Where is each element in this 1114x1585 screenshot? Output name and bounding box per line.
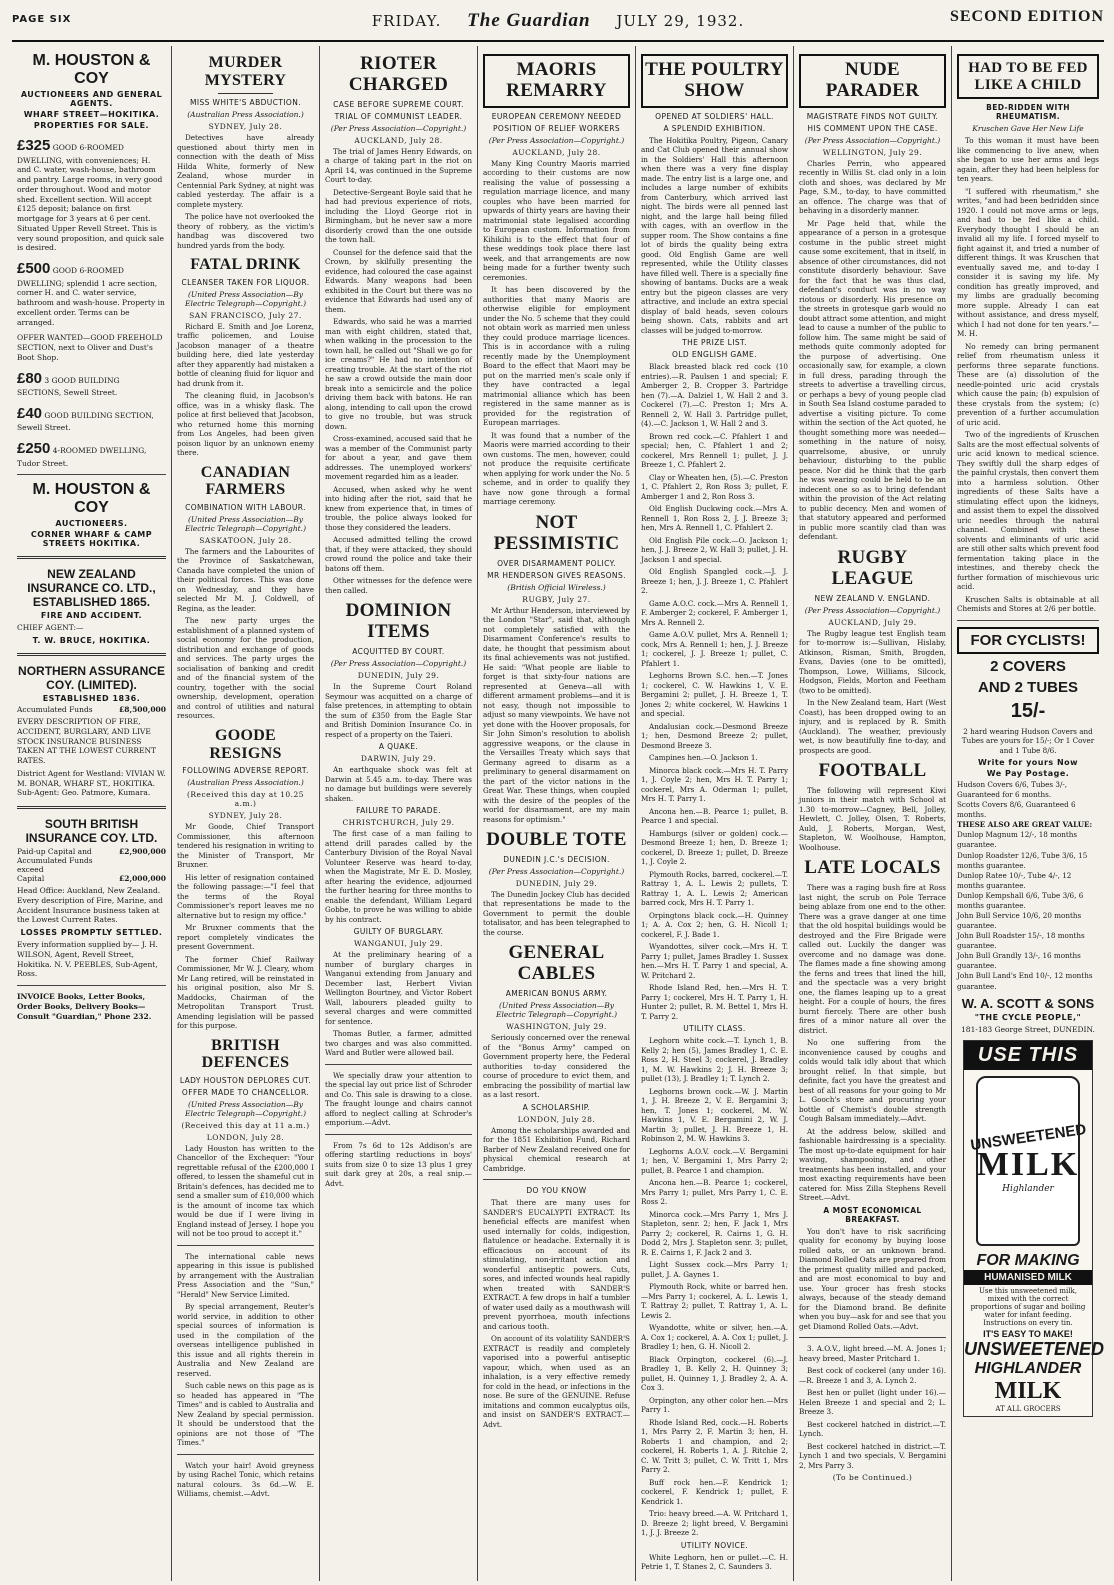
- article-paragraph: Mr Page held that, while the appearance of a person in a grotesque costume in the public street might cause some excitement, that in itself, in absence of other circumstances, did not constitute disorderly behaviour. Save for the fact that he was thus clad, defendant's conduct was in no way riotous or disorderly. His presence on the streets in grotesque garb would no doubt attract some attention, and might lead to cause a number of the public to follow him. The same might be said of methods quite commonly adopted for the purpose of advertising. One occasionally saw, for example, a clown in full dress, parading through the streets to advertise a travelling circus, or perhaps a bevy of young people clad in South Sea Island costume paraded to advertise a visiting picture. To come within the section of the Act quoted, he thought something more was needed—something in the nature of noisy, quarrelsome, abusive, or unruly behaviour, disturbing to the public peace. Nor did he think that the garb he was wearing could be held to be an indecent one so as to bring defendant within the provision of the Act relating to public decency. Men and women of that statutory appeared and performed in public more scantily clad than was defendant.: [799, 218, 946, 542]
- dateline: AUCKLAND, July 28.: [512, 147, 601, 157]
- article-paragraph: Mr Goode, Chief Transport Commissioner, this afternoon tendered his resignation in writing to the Minister of Transport, Mr Bruxner.: [177, 822, 314, 870]
- subheading: GUILTY OF BURGLARY.: [353, 927, 444, 937]
- headline: GENERAL CABLES: [508, 942, 605, 985]
- prize-entry: Leghorns Brown S.C. hen.—T. Jones 1; cockerel, C. W. Hawkins 1, V. E. Bergamini 2; pullet, J. H. Breeze 1, T. Jones 2; white cockerel, W. Hawkins 1 and special.: [641, 671, 788, 719]
- dateline: DUNEDIN, July 29.: [515, 878, 598, 888]
- headline: FATAL DRINK: [190, 256, 301, 274]
- advert-paragraph: No remedy can bring permanent relief from rheumatism unless it performs three separate functions. These are (a) dissolution of the needle-pointed uric acid crystals which cause the pain; (b) expulsion of these crystals from the system; (c) prevention of a further accumulation of uric acid.: [957, 341, 1099, 427]
- prize-entry: Best cockerel hatched in district.—T. Lynch 1 and two specials, V. Bergamini 2, Mrs Parry 3.: [799, 1441, 946, 1470]
- divider: [325, 1064, 472, 1065]
- cycle-ad-line: AND 2 TUBES: [977, 678, 1078, 696]
- advert-paragraph: "I suffered with rheumatism," she writes, "and had been bedridden since 1920. I could not move arms or legs, and had to be fed like a child. Everybody thought I should be an invalid all my life. I forced myself to fight against it, and tried a number of different things. It was Kruschen that eventually saved me, and to-day I consider it is saving my life. My condition has greatly improved, and my limbs are gradually becoming more supple. Already I can eat without assistance, and dress myself, which I had not done for ten years."—M. H.: [957, 186, 1099, 338]
- prize-entry: Black Orpington, cockerel (6).—J. Bradley 1, B. Kelly 2, H. Quinney 3; pullet, H. Quinney 1, J. Bradley 2, A. A. Cox 3.: [641, 1354, 788, 1393]
- ad-line: AUCTIONEERS.: [55, 519, 128, 529]
- article-paragraph: The police have not overlooked the theory of robbery, as the victim's handbag was discovered two hundred yards from the body.: [177, 212, 314, 250]
- subheading: OPENED AT SOLDIERS' HALL.: [655, 111, 774, 121]
- divider: [177, 1454, 314, 1455]
- prize-entry: Clay or Wheaten hen, (5).—C. Preston 1, C. Pfahlert 2, Ron Ross 3; pullet, F. Amberger 1 and 2, Ron Ross 3.: [641, 472, 788, 501]
- advert-paragraph: That there are many uses for SANDER'S EUCALYPTI EXTRACT. Its beneficial effects are manifest when used internally for colds, indigestion, flatulence or headache. Externally it is efficacious on account of its stimulating, non-irritant action and wonderful antiseptic powers. Cuts, sores, and infected wounds heal rapidly when treated with SANDER'S EXTRACT. A few drops in half a tumbler of water used daily as a mouthwash will prevent pyorrhoea, mouth infections and carious tooth.: [483, 1198, 630, 1331]
- article-paragraph: Counsel for the defence said that the Crown, by skilfully presenting the evidence, had coloured the case against Edwards. Many weapons had been exhibited in the Court but there was no evidence that Edwards had used any of them.: [325, 247, 472, 314]
- column-5: [636, 46, 794, 1581]
- funds-label: Paid-up Capital and Accumulated Funds exceed: [17, 847, 93, 874]
- ad-line: LOSSES PROMPTLY SETTLED.: [20, 928, 163, 937]
- subheading: UTILITY CLASS.: [683, 1024, 746, 1034]
- prize-entry: 3. A.O.V., light breed.—M. A. Jones 1; heavy breed, Master Pritchard 1.: [799, 1344, 946, 1363]
- milk-can-label: UNSWEETENED: [969, 1120, 1087, 1154]
- credit-line: (United Press Association—By Electric Telegraph—Copyright.): [184, 1099, 306, 1118]
- prize-entry: Best cockerel hatched in district.—T. Lynch.: [799, 1419, 946, 1439]
- article-paragraph: Mr Arthur Henderson, interviewed by the London "Star", said that, although not completely satisfied with the Disarmament Conference's results to date, he thought that pessimism about its final achievements was not justified. He said: "What people are liable to forget is that sixty-four nations are represented at Geneva—all with different armament problems—and it is not easy, though not impossible to adjust so many viewpoints. We have not yet done with the Hoover proposals, for Sir John Simon's resolution to abolish aggressive weapons, or the clause in the Versailles Treaty which says that Germany agreed to disarm as a preliminary to general disarmament on the part of the victor nations in the Great War. These things, when coupled with the desire of the peoples of the world for disarmament, are my main reasons for optimism.": [483, 605, 630, 824]
- price-list-item: Dunlop Kempshall 6/6, Tube 3/6, 6 months guarantee.: [957, 890, 1084, 910]
- column-4: [478, 46, 636, 1581]
- property-price: £40: [17, 404, 43, 422]
- article-paragraph: The new party urges the establishment of a planned system of social economy for the production, distribution and exchange of goods and services. The party urges the socialisation of banking and credit and of the financial system of the country, together with the social ownership, development, operation and control of utilities and natural resources.: [177, 616, 314, 721]
- prize-entry: Ancona hen.—B. Pearce 1; cockerel, Mrs Parry 1; pullet, Mrs Parry 1, C. E. Ross 2.: [641, 1178, 788, 1207]
- dateline: LONDON, July 28.: [517, 1114, 596, 1124]
- subheading: OLD ENGLISH GAME.: [672, 350, 757, 360]
- article-paragraph: No one suffering from the inconvenience caused by coughs and colds would talk idly about that which brought relief. In that simple, but definite, fact you have the greatest and best of all reasons for your going to Mr L. Gooch's store and procuring your bottle of Chemist's double strength Cough Balsam immediately.—Advt.: [799, 1038, 946, 1124]
- ad-line: AUCTIONEERS AND GENERAL AGENTS.: [20, 90, 163, 108]
- property-price: £500: [17, 260, 51, 277]
- prize-entry: Black breasted black red cock (10 entries).—R. Paulsen 1 and special; F. Amberger 2, B. Cropper 3. Partridge hen (7).—A. Dalziel 1, W. Hall 2 and 3. Cockerel (7).—C. Preston 1; Mrs A. Rennell 2, W. Hall 3. Partridge pullet, (4).—C. Jackson 1, W. Hall 2 and 3.: [641, 362, 788, 429]
- prize-entry: Orpington, any other color hen.—Mrs Parry 1.: [641, 1395, 788, 1415]
- insurance-name: SOUTH BRITISH INSURANCE COY. LTD.: [25, 817, 158, 845]
- subheading: AMERICAN BONUS ARMY.: [505, 989, 608, 999]
- cycle-ad-line: We Pay Postage.: [986, 769, 1070, 778]
- subheading: A SPLENDID EXHIBITION.: [663, 123, 766, 133]
- prize-entry: Andalusian cock.—Desmond Breeze 1; hen, Desmond Breeze 2; pullet, Desmond Breeze 3.: [641, 721, 788, 750]
- funds-label: Capital: [17, 874, 45, 883]
- price-list-item: John Bull Land's End 10/-, 12 months guarantee.: [957, 971, 1093, 991]
- ad-firm-name: M. HOUSTON & COY: [32, 481, 151, 517]
- milk-ad-line: HIGHLANDER: [974, 1360, 1082, 1378]
- dateline: SASKATOON, July 28.: [199, 535, 292, 545]
- article-paragraph: Detectives have already questioned about thirty men in connection with the death of Miss Hilda White, formerly of New Zealand, whose murder in Centennial Park Sydney, at night was cabled yesterday. The affair is a complete mystery.: [177, 133, 314, 209]
- continued-note: (To be Continued.): [832, 1473, 913, 1483]
- milk-ad-text: Use this unsweetened milk, mixed with the correct proportions of sugar and boiling water for infant feeding. Instructions on every tin.: [970, 1287, 1086, 1328]
- credit-line: (Per Press Association—Copyright.): [804, 605, 941, 615]
- headline: RIOTER CHARGED: [348, 53, 449, 95]
- property-price: £325: [17, 137, 51, 154]
- headline: FOOTBALL: [818, 760, 927, 782]
- ad-text: Every information supplied by— J. H. WILSON, Agent, Revell Street, Hokitika. N. V. PEEBLES, Sub-Agent, Ross.: [17, 940, 158, 979]
- divider: [17, 474, 166, 475]
- prize-entry: Campines hen.—O. Jackson 1.: [649, 753, 758, 763]
- subheading: UTILITY NOVICE.: [680, 1540, 749, 1550]
- article-paragraph: Edwards, who said he was a married man with eight children, stated that, when walking in the procession to the town hall, he called out "Shall we go for ice creams?" He had no intention of creating trouble. At the start of the riot he saw a crowd outside the main door break into a semicircle and the police driving them back with batons. He ran along, intending to call upon the crowd to give no trouble, but was struck down.: [325, 317, 472, 431]
- article-paragraph: At the preliminary hearing of a number of burglary charges in Wanganui extending from January and December last, Herbert Vivian Wellington Bourtney, and Victor Robert Wall, labourers pleaded guilty to several charges and were committed for sentence.: [325, 950, 472, 1026]
- prize-entry: Leghorn white cock.—T. Lynch 1, B. Kelly 2; hen (5), James Bradley 1, C. E. Ross 2, H. Steel 3; cockerel, J. Bradley 1, M. W. Hawkins 2; J. H. Breeze 3; pullet (13), J. Bradley 1; T. Lynch 2.: [641, 1036, 788, 1084]
- credit-line: (United Press Association—By Electric Telegraph—Copyright.): [495, 1001, 617, 1020]
- dateline: WANGANUI, July 29.: [353, 939, 444, 949]
- ad-line: ESTABLISHED 1836.: [42, 694, 141, 703]
- funds-value: £8,500,000: [119, 705, 166, 714]
- article-paragraph: Charles Perrin, who appeared recently in Willis St. clad only in a loin cloth and shoes, was declared by Mr Page, S.M., to-day, to have committed an offence. The charge was that of behaving in a disorderly manner.: [799, 158, 946, 216]
- property-text: GOOD BUILDING SECTION, Sewell Street.: [17, 410, 154, 433]
- notice-paragraph: The international cable news appearing in this issue is published by arrangement with the Australian Press Association and the "Sun," "Herald" New Service Limited.: [177, 1251, 314, 1299]
- subheading: DUNEDIN J.C.'s DECISION.: [503, 854, 610, 864]
- article-paragraph: The former Chief Railway Commissioner, Mr W. J. Cleary, whom Mr Lang retired, will be reinstated in his original position, also Mr S. Maddocks, Chairman of the Metropolitan Transport Trust. Amending legislation will be passed for this purpose.: [177, 954, 314, 1031]
- price-list-item: John Bull Grandly 13/-, 16 months guarantee.: [957, 951, 1081, 971]
- credit-line: (Australian Press Association.): [187, 778, 304, 788]
- credit-line: (United Press Association—By Electric Telegraph—Copyright.): [184, 514, 306, 533]
- ad-line: PROPERTIES FOR SALE.: [33, 121, 150, 130]
- divider: [17, 806, 166, 809]
- divider: [17, 985, 166, 986]
- divider: [177, 1245, 314, 1246]
- prize-entry: Plymouth Rock, white or barred hen.—Mrs Parry 1; cockerel, A. L. Lewis 1, T. Rattray 2; pullet, T. Rattray 1, A. L. Lewis 2.: [641, 1282, 788, 1320]
- subheading: OVER DISARMAMENT POLICY.: [497, 558, 616, 568]
- subheading: FOLLOWING ADVERSE REPORT.: [182, 766, 309, 776]
- property-text: GOOD 6-ROOMED DWELLING; splendid 1 acre section, corner H. and C. water service, bathroom and wash-house. Property in excellent order. Terms can be arranged.: [17, 266, 165, 327]
- funds-row: [17, 874, 166, 883]
- subheading: COMBINATION WITH LABOUR.: [185, 502, 306, 512]
- milk-can-label: MILK: [976, 1145, 1080, 1183]
- dateline: AUCKLAND, July 28.: [354, 135, 443, 145]
- property-text: 4-ROOMED DWELLING, Tudor Street.: [17, 446, 147, 468]
- property-price: £250: [17, 440, 51, 457]
- columns: [12, 46, 1104, 1581]
- article-paragraph: The cleaning fluid, in Jacobson's office, was in a whisky flask. The police at first believed that Jacobson, who returned home this morning from Los Angeles, had been given poison liquor by an unknown enemy there.: [177, 391, 314, 458]
- cycle-ad-price: 15/-: [1010, 699, 1046, 722]
- headline: RUGBY LEAGUE: [831, 546, 914, 589]
- milk-ad-line: HUMANISED MILK: [964, 1270, 1092, 1285]
- article-paragraph: The trial of James Henry Edwards, on a charge of taking part in the riot on April 14, was continued in the Supreme Court to-day.: [325, 146, 472, 185]
- prize-entry: Light Sussex cock.—Mrs Parry 1; pullet, J. A. Gaynes 1.: [641, 1260, 788, 1279]
- ad-text: District Agent for Westland: VIVIAN W. M. BONAR, WHARF ST., HOKITIKA. Sub-Agent: Geo. Patmore, Kumara.: [17, 768, 166, 798]
- masthead: [12, 8, 1104, 42]
- received-line: (Received this day at 11 a.m.): [181, 1120, 310, 1130]
- subheading: LADY HOUSTON DEPLORES CUT.: [179, 1075, 312, 1085]
- headline: LATE LOCALS: [804, 857, 941, 879]
- milk-ad-line: MILK: [994, 1378, 1062, 1405]
- funds-row: [17, 705, 166, 714]
- property-listing: [17, 404, 166, 433]
- article-paragraph: The Rugby league test English team for to-morrow is:—Sullivan, Hislaby, Atkinson, Risman, Smith, Brogden, Evans, Davies (one to be omitted), Thompson, Lowe, Williams, Silcock, Hodgson, Fields, Morton and Feetham (two to be omitted).: [799, 628, 946, 695]
- funds-label: Accumulated Funds: [17, 705, 93, 714]
- price-list-item: Dunlop Magnum 12/-, 18 months guarantee.: [957, 830, 1078, 850]
- subheading: A QUAKE.: [378, 742, 419, 752]
- property-text: 3 GOOD BUILDING SECTIONS, Sewell Street.: [17, 375, 120, 397]
- column-6: [794, 46, 952, 1581]
- headline: GOODE RESIGNS: [209, 726, 282, 762]
- cycle-ad-line: 2 COVERS: [990, 657, 1066, 675]
- ad-line: WHARF STREET—HOKITIKA.: [23, 110, 160, 119]
- article-paragraph: Thomas Butler, a farmer, admitted two charges and was also committed. Ward and Butler were allowed bail.: [325, 1029, 472, 1058]
- subheading: CASE BEFORE SUPREME COURT.: [333, 99, 464, 109]
- divider: [218, 93, 273, 94]
- prize-entry: Rhode Island Red, cock.—H. Roberts 1, Mrs Parry 2, F. Martin 3; hen, H. Roberts 1 and champion, and 2; cockerel, H. Roberts 1, A. J. Ritchie 2, C. W. Tritt 3; pullet, C. W. Tritt 1, Mrs Parry 2.: [641, 1417, 788, 1475]
- funds-value: £2,000,000: [119, 874, 166, 883]
- price-list-item: John Bull Roadster 15/-, 18 months guarantee.: [957, 931, 1085, 951]
- cycle-price-list: [957, 780, 1099, 992]
- price-list-item: Hudson Covers 6/6, Tubes 3/-, Guaranteed for 6 months.: [957, 780, 1068, 800]
- prize-entry: Hamburgs (silver or golden) cock.—Desmond Breeze 1; hen, D. Breeze 1; cockerel, D. Breeze 1; pullet, D. Breeze 1, J. Coyle 2.: [641, 828, 788, 867]
- cycle-firm-address: 181-183 George Street, DUNEDIN.: [961, 1024, 1095, 1034]
- ad-line: CORNER WHARF & CAMP STREETS HOKITIKA.: [30, 530, 153, 549]
- subheading: Kruschen Gave Her New Life: [972, 124, 1084, 133]
- prize-entry: Trio: heavy breed.—A. W. Pritchard 1, D. Breeze 2; light breed, V. Bergamini 1, J. J. Breeze 2.: [641, 1509, 788, 1538]
- notice-paragraph: Such cable news on this page as is so headed has appeared in "The Times" and is cabled to Australia and New Zealand by special permission. It should be understood that the opinions are not those of "The Times.": [177, 1381, 314, 1448]
- notice-paragraph: By special arrangement, Reuter's world service, in addition to other special sources of information is used in the compilation of the overseas intelligence published in this issue and all rights therein in Australia and New Zealand are reserved.: [177, 1302, 314, 1378]
- milk-can-icon: [969, 1076, 1087, 1246]
- divider: [17, 653, 166, 656]
- divider: [17, 556, 166, 559]
- ad-firm-name: M. HOUSTON & COY: [32, 52, 151, 87]
- article-paragraph: The first case of a man failing to attend drill parades called by the Canterbury Division of the Royal Naval Volunteer Reserve was heard to-day, when the Magistrate, Mr E. D. Mosley, after hearing the evidence, adjourned the further hearing for three months to enable the defendant, William Legard Gobbe, to prove he was willing to abide by his contract.: [325, 829, 472, 924]
- price-list-item: Dunlop Ratee 10/-, Tube 4/-, 12 months guarantee.: [957, 870, 1072, 890]
- property-price: £80: [17, 369, 43, 387]
- article-paragraph: Mr Bruxner comments that the report completely vindicates the present Government.: [177, 923, 314, 952]
- credit-line: (Per Press Association—Copyright.): [330, 659, 467, 669]
- cycle-ad-heading: FOR CYCLISTS!: [957, 627, 1099, 654]
- divider: [799, 1337, 946, 1338]
- milk-ad-line: IT'S EASY TO MAKE!: [983, 1329, 1073, 1340]
- subheading: MAGISTRATE FINDS NOT GUILTY.: [806, 111, 939, 121]
- cycle-ad-line: Write for yours Now: [977, 758, 1079, 767]
- divider: [325, 1134, 472, 1135]
- subheading: CLEANSER TAKEN FOR LIQUOR.: [181, 277, 310, 287]
- prize-entry: Old English Spangled cock.—J. J. Breeze 1; hen, J. J. Breeze 1, C. Pfahlert 2.: [641, 567, 788, 596]
- divider: [957, 620, 1099, 621]
- milk-ad-line: UNSWEETENED: [964, 1339, 1104, 1360]
- column-3: [320, 46, 478, 1581]
- subheading: ACQUITTED BY COURT.: [352, 647, 445, 657]
- article-paragraph: Lady Houston has written to the Chancellor of the Exchequer: "Your regrettable refusal of the £200,000 I offered, to lessen the shameful cut in Britain's defences, has decided me to send a smaller sum of £10,000 which is the amount of income tax which would be due if I were living in England instead of Jersey. I hope you will not be too proud to accept it.": [177, 1143, 314, 1239]
- advert-paragraph: From 7s 6d to 12s Addison's are offering startling reductions in boys' suits from size 0 to size 13 plus 1 grey suit dark grey at 20s, a real snip.—Advt.: [325, 1140, 472, 1188]
- article-paragraph: The following will represent Kiwi juniors in their match with School at 1.30 to-morrow—Cagney, Bell, Jolley, Hewlett, C. Jolley, Olsen, T. Roberts, Auld, J. Roberts, Morgan, West, Stapleton, W. Woolhouse, Hampton, Woolhouse.: [799, 785, 946, 852]
- headline: NUDE PARADER: [799, 54, 946, 108]
- advert-paragraph: To this woman it must have been like commencing to live anew, when she began to use her arms and legs again, after they had been helpless for ten years.: [957, 136, 1099, 183]
- prize-entry: Orpingtons black cock.—H. Quinney 1; A. A. Cox 2; hen, G. H. Nicoll 1; cockerel, F. J. Bade 1.: [641, 910, 788, 939]
- subheading: A SCHOLARSHIP.: [522, 1102, 591, 1112]
- insurance-agent: T. W. BRUCE, HOKITIKA.: [32, 636, 151, 645]
- divider: [483, 1179, 630, 1180]
- prize-entry: Rhode Island Red, hen.—Mrs H. T. Parry 1; cockerel, Mrs H. T. Parry 1, H. Hunter 2; pullet, R. M. Bettel 1, Mrs H. T. Parry 2.: [641, 983, 788, 1021]
- milk-ad-line: FOR MAKING: [976, 1252, 1080, 1270]
- headline: DOUBLE TOTE: [486, 829, 627, 851]
- article-paragraph: The Hokitika Poultry, Pigeon, Canary and Cat Club opened their annual show in the Soldiers' Hall this afternoon when there was a very fine display made. The entry list is a large one, and includes a large number of exhibits from Canterbury, which arrived last night. The birds were all penned last night, and the large hall being filled with cages, with an overflow in the supper room. The Show contains a fine lot of birds the quality being extra good. Old English Game are well represented, while the Utility classes have filled well. There is a specially fine showing of bantams. Ducks are a weak entry but the pigeon classes are very attractive, and include an extra special display of bald heads, seven colours being shown. Cats, rabbits and art classes will be judged to-morrow.: [641, 135, 788, 335]
- article-paragraph: In the Supreme Court Roland Seymour was acquitted on a charge of false pretences, in attempting to obtain the sum of £350 from the Eagle Star and British Dominion Insurance Co. in respect of a property on the Taieri.: [325, 682, 472, 739]
- masthead-edition: SECOND EDITION: [949, 8, 1104, 25]
- advert-paragraph: You don't have to risk sacrificing quality for economy by buying loose rolled oats, or an unknown brand. Diamond Rolled Oats are prepared from the primest quality milled and packed, and are most economical to buy and use. Your grocer has fresh stocks always, because of the steady demand for the Diamond brand. Be definite when you buy—ask for and see that you get Diamond Rolled Oats.—Advt.: [799, 1226, 946, 1331]
- insurance-name: NORTHERN ASSURANCE COY. (LIMITED).: [18, 664, 165, 692]
- prize-entry: Game A.O.C. cock.—Mrs A. Rennell 1, F. Amberger 2; cockerel, F. Amberger 1, Mrs A. Rennell 2.: [641, 598, 788, 627]
- dateline: SYDNEY, July 28.: [208, 122, 283, 132]
- article-paragraph: Detective-Sergeant Boyle said that he had had previous experience of riots, including the Lloyd George riot in Birmingham, but he never saw a more disorderly crowd than the one outside the town hall.: [325, 187, 472, 245]
- advert-paragraph: We specially draw your attention to the special lay out price list of Schroder and Co. This sale is drawing to a close. The fraught lounge and chairs cannot afford to neglect calling at Schroder's emporium.—Advt.: [325, 1070, 472, 1128]
- article-paragraph: It has been discovered by the authorities that many Maoris are otherwise eligible for employment under the No. 5 scheme that they could not obtain work as married men unless they could produce marriage licences. This is in accordance with a ruling recently made by the Unemployment Board to the effect that Maori may be put on the married men's scale only if they have contracted a legal matrimonial alliance which has been registered in the same manner as is provided for the registration of European marriages.: [483, 285, 630, 428]
- dateline: SYDNEY, July 28.: [208, 811, 283, 821]
- property-listing: [17, 369, 166, 398]
- property-listing: [17, 259, 166, 327]
- credit-line: (Per Press Association—Copyright.): [330, 123, 467, 133]
- column-2: [172, 46, 320, 1581]
- subheading: MISS WHITE'S ABDUCTION.: [189, 98, 302, 108]
- prize-entry: Wyandottes, silver cock.—Mrs H. T. Parry 1; pullet, James Bradley 1. Sussex hen.—Mrs H. T. Parry 1 and special, A. W. Pritchard 2.: [641, 942, 788, 980]
- headline: MURDER MYSTERY: [204, 54, 287, 89]
- prize-entry: Old English Pile cock.—O. Jackson 1; hen, J. J. Breeze 2, W. Hall 3; pullet, J. H. Jackson 1 and special.: [641, 535, 788, 564]
- subheading: TRIAL OF COMMUNIST LEADER.: [334, 111, 463, 121]
- article-paragraph: The farmers and the Labourites of the Province of Saskatchewan, Canada have completed the union of their political forces. This was done on Wednesday, and they have selected Mr M. J. Coldwell, of Regina, as the leader.: [177, 546, 314, 613]
- subheading: POSITION OF RELIEF WORKERS: [492, 123, 621, 133]
- received-line: (Received this day at 10.25 a.m.): [186, 790, 305, 809]
- subheading: EUROPEAN CEREMONY NEEDED: [491, 111, 622, 121]
- prize-entry: Best hen or pullet (light under 16).—Helen Breeze 1 and special and 2; L. Breeze 3.: [799, 1388, 946, 1417]
- dateline: AUCKLAND, July 29.: [828, 617, 917, 627]
- cycle-ad-text: 2 hard wearing Hudson Covers and Tubes are yours for 15/-; Or 1 Cover and 1 Tube 8/6.: [961, 726, 1095, 755]
- article-paragraph: Other witnesses for the defence were then called.: [325, 576, 472, 595]
- dateline: DUNEDIN, July 29.: [357, 671, 440, 681]
- subheading: OFFER MADE TO CHANCELLOR.: [181, 1087, 310, 1097]
- prize-entry: Minorca cock.—Mrs Parry 1, Mrs J. Stapleton, senr. 2; hen, F. Jack 1, Mrs Parry 2; cockerel, R. Cairns 1, G. H. Dodd 2, Mrs J. Stapleton senr. 3; pullet, R. E. Cairns 1, F. Jack 2 and 3.: [641, 1209, 788, 1257]
- subheading: DO YOU KNOW: [526, 1186, 587, 1196]
- dateline: SAN FRANCISCO, July 27.: [189, 310, 302, 320]
- article-paragraph: The Dunedin Jockey Club has decided that representations be made to the Government to permit the double totalisator, and has been telegraphed to the course.: [483, 889, 630, 937]
- property-listing: OFFER WANTED—GOOD FREEHOLD SECTION, next to Oliver and Dust's Boot Shop.: [17, 333, 163, 362]
- article-paragraph: There was a raging bush fire at Ross last night, the scrub on Pole Terrace being ablaze from one end to the other. There was a grave danger at one time that the old hospital buildings would be destroyed and the Fire Brigade were called out. Luckily the danger was overcome and no damage was done. The flames made a fine showing among the ferns and trees that lined the hill, and the spectacle was a very bright one, the flames leaping up to a great height. For a couple of hours, the fires burnt fiercely. There are other bush fires of a minor nature all over the district.: [799, 883, 946, 1035]
- advert-paragraph: Two of the ingredients of Kruschen Salts are the most effectual solvents of uric acid known to medical science. They swiftly dull the sharp edges of the painful crystals, then convert them into a harmless solution. Other ingredients of these Salts have a stimulating effect upon the kidneys, and assist them to expel the dissolved uric needles through the natural channel. Combined with these solvents and eliminants of uric acid are still other salts which prevent food fermentation taking place in the intestines, and thereby check the further formation of mischievous uric acid.: [957, 430, 1099, 591]
- cycle-firm-name: W. A. SCOTT & SONS: [961, 995, 1095, 1011]
- subheading: BED-RIDDEN WITH RHEUMATISM.: [986, 103, 1070, 121]
- prize-entry: Plymouth Rocks, barred, cockerel.—T. Rattray 1, A. L. Lewis 2; pullets, T. Rattray 1, A. L. Lewis 2; American barred cock, Mrs H. T. Parry 1.: [641, 869, 788, 908]
- page-number: PAGE SIX: [12, 14, 72, 25]
- dateline: RUGBY, July 27.: [522, 594, 591, 604]
- credit-line: (Per Press Association—Copyright.): [804, 135, 941, 145]
- price-list-item: Scotts Covers 8/6, Guaranteed 6 months.: [957, 800, 1076, 820]
- article-paragraph: Cross-examined, accused said that he was a member of the Communist party for about a year, and gave them addresses. The unemployed workers' movement regarded him as a leader.: [325, 434, 472, 482]
- ad-line: CHIEF AGENT:—: [17, 623, 84, 633]
- milk-ad-banner: USE THIS: [964, 1041, 1092, 1070]
- article-paragraph: Accused, when asked why he went into hiding after the riot, said that he knew from experience that, in times of trouble, the police always looked for those they considered the leaders.: [325, 484, 472, 532]
- milk-can-label: Highlander: [1002, 1183, 1054, 1194]
- credit-line: (Per Press Association—Copyright.): [488, 866, 625, 876]
- dateline: WASHINGTON, July 29.: [506, 1022, 607, 1032]
- funds-row: [17, 847, 166, 874]
- column-1: [12, 46, 172, 1581]
- headline: CANADIAN FARMERS: [200, 463, 291, 499]
- headline: HAD TO BE FED LIKE A CHILD: [957, 54, 1099, 99]
- credit-line: (Australian Press Association.): [187, 110, 304, 120]
- credit-line: (United Press Association—By Electric Telegraph—Copyright.): [184, 289, 306, 308]
- prize-entry: Leghorns brown cock.—W. J. Martin 1, J. H. Breeze 2, V. E. Bergamini 3; hen, T. Jones 1; cockerel, M. W. Hawkins 1, V. E. Bergamini 2, W. J. Martin 3; pullet, J. H. Breeze 1, H. Robinson 2, M. W. Hawkins 3.: [641, 1086, 788, 1144]
- article-paragraph: In the New Zealand team, Hart (West Coast), has been dropped owing to an injury, and is replaced by R. Smith (Auckland). The weather, previously wet, is now beautifully fine to-day, and prospects are good.: [799, 698, 946, 755]
- ad-text: Head Office: Auckland, New Zealand. Every description of Fire, Marine, and Accident Insurance business taken at the Lowest Current Rates.: [17, 886, 163, 925]
- dateline: CHRISTCHURCH, July 29.: [342, 818, 455, 828]
- article-paragraph: An earthquake shock was felt at Darwin at 5.45 a.m. to-day. There was no damage but buildings were severely shaken.: [325, 765, 472, 803]
- masthead-date: JULY 29, 1932.: [616, 12, 745, 30]
- subheading: FAILURE TO PARADE.: [356, 806, 441, 816]
- dateline: DARWIN, July 29.: [360, 754, 437, 764]
- price-list-item: THESE ALSO ARE GREAT VALUE:: [957, 820, 1093, 830]
- article-paragraph: Many King Country Maoris married according to their customs are now realising the value of possessing a regulation marriage licence, and many couples who have been married for upwards of thirty years are having their matrimonial state legalised according to European custom. Information from Kihikihi is to the effect that four of these weddings took place there last week, and that arrangements are now being made for a further twenty such ceremonies.: [483, 158, 630, 282]
- insurance-name: NEW ZEALAND INSURANCE CO. LTD., ESTABLISHED 1865.: [27, 567, 156, 610]
- prize-entry: Minorca black cock.—Mrs H. T. Parry 1, J. Coyle 2; hen, Mrs H. T. Parry 1; cockerel, Mrs A. Oderman 1; pullet, Mrs H. T. Parry 1.: [641, 765, 788, 804]
- headline: BRITISH DEFENCES: [201, 1036, 290, 1072]
- advert-paragraph: On account of its volatility SANDER'S EXTRACT is readily and completely vaporised into a powerful antiseptic vapour, which, when used as an inhalation, is a very effective remedy for cold in the head, or infections in the nose. Be sure of the GENUINE. Refuse imitations and common eucalyptus oils, and insist on SANDER'S EXTRACT.—Advt.: [483, 1334, 630, 1429]
- cycle-firm-sub: "THE CYCLE PEOPLE,": [974, 1012, 1082, 1022]
- masthead-day: FRIDAY.: [371, 12, 442, 30]
- ad-text: EVERY DESCRIPTION OF FIRE, ACCIDENT, BURGLARY, AND LIVE STOCK INSURANCE BUSINESS TAKEN AT THE LOWEST CURRENT RATES.: [17, 717, 157, 765]
- dateline: LONDON, July 28.: [206, 1132, 285, 1142]
- price-list-item: John Bull Service 10/6, 20 months guarantee.: [957, 911, 1082, 931]
- masthead-title: The Guardian: [467, 10, 591, 31]
- subheading: THE PRIZE LIST.: [682, 338, 747, 348]
- dateline: WELLINGTON, July 29.: [822, 147, 923, 157]
- headline: MAORIS REMARRY: [483, 54, 630, 108]
- milk-advert: [963, 1040, 1104, 1417]
- article-paragraph: His letter of resignation contained the following passage:—"I feel that the terms of the Royal Commissioner's report leaves me no alternative but to resign my office.": [177, 872, 314, 920]
- price-list-item: Dunlop Roadster 12/6, Tube 3/6, 15 months guarantee.: [957, 850, 1088, 870]
- funds-value: £2,900,000: [119, 847, 166, 856]
- column-7: [952, 46, 1104, 1581]
- prize-entry: Game A.O.V. pullet, Mrs A. Rennell 1; cock, Mrs A. Rennell 1; hen, J. J. Breeze 1; cockerel, J. J. Breeze 1; pullet, C. Pfahlert 1.: [641, 630, 788, 668]
- subheading: MR HENDERSON GIVES REASONS.: [487, 570, 626, 580]
- prize-entry: Old English Duckwing cock.—Mrs A. Rennell 1, Ron Ross 2, J. J. Breeze 3; hen, Mrs A. Rennell 1, C. Pfahlert 2.: [641, 504, 788, 533]
- ad-text: INVOICE Books, Letter Books, Order Books, Delivery Books—Consult "Guardian," Phone 232.: [17, 992, 152, 1021]
- prize-entry: Leghorns A.O.V. cock.—V. Bergamini 1; hen, V. Bergamini 1, Mrs Parry 2; pullet, B. Pearce 1 and champion.: [641, 1146, 788, 1175]
- subheading: A MOST ECONOMICAL BREAKFAST.: [823, 1205, 922, 1224]
- property-listing: [17, 439, 166, 468]
- property-listing: [17, 136, 166, 253]
- article-paragraph: It was found that a number of the Maoris were married according to their own customs. The men, however, could not produce the requisite certificate when applying for work under the No. 5 scheme, and in order to qualify they have now gone through a formal marriage ceremony.: [483, 430, 630, 507]
- headline: NOT PESSIMISTIC: [493, 511, 620, 554]
- credit-line: (Per Press Association—Copyright.): [488, 135, 625, 145]
- headline: DOMINION ITEMS: [345, 600, 452, 643]
- advert-paragraph: Kruschen Salts is obtainable at all Chemists and Stores at 2/6 per bottle.: [957, 594, 1099, 613]
- prize-entry: White Leghorn, hen or pullet.—C. H. Petrie 1, T. Stanes 2, C. Saunders 3.: [641, 1552, 788, 1572]
- article-paragraph: Seriously concerned over the renewal of the "Bonus Army" camped on Government property here, the Federal authorities to-day considered the course of procedure to evict them, and embracing the possibility of martial law as a last resort.: [483, 1033, 630, 1100]
- subheading: NEW ZEALAND V. ENGLAND.: [814, 593, 931, 603]
- article-paragraph: Richard E. Smith and Joe Lorenz, traffic policemen, and Louise Jacobson manager of a theatre building here, died late yesterday after they apparently had mistaken a bottle of cleaning fluid for liquor and had drunk from it.: [177, 321, 314, 388]
- headline: THE POULTRY SHOW: [641, 54, 788, 108]
- prize-entry: Best cock of cockerel (any under 16). —R. Breeze 1 and 3, A. Lynch 2.: [799, 1366, 946, 1385]
- ad-line: FIRE AND ACCIDENT.: [40, 611, 143, 621]
- prize-entry: Ancona hen.—B. Pearce 1; pullet, B. Pearce 1 and special.: [641, 806, 788, 826]
- article-paragraph: Among the scholarships awarded and for the 1851 Exhibition Fund, Richard Barber of New Zealand received one for physical chemical research at Cambridge.: [483, 1125, 630, 1173]
- property-text: GOOD 6-ROOMED DWELLING, with conveniences; H. and C. water, wash-house, bathroom and pantry. Large rooms, in very good order throughout. Wood and motor shed. Excellent section. Will accept £125 deposit; balance on first mortgage for 3 years at 6 per cent. Situated Upper Revell Street. This is very sound proposition, and quick sale is desired.: [17, 143, 164, 253]
- prize-entry: Wyandotte, white or silver, hen.—A. A. Cox 1; cockerel, A. A. Cox 1; pullet, J. Bradley 1; hen, G. H. Nicoll 2.: [641, 1323, 788, 1352]
- prize-entry: Buff rock hen.—F. Kendrick 1; cockerel, F. Kendrick 1; pullet, F. Kendrick 1.: [641, 1477, 788, 1506]
- advert-paragraph: Watch your hair! Avoid greyness by using Rachel Tonic, which retains natural colours. 3s 6d.—W. E. Williams, chemist.—Advt.: [177, 1460, 314, 1499]
- article-paragraph: Accused admitted telling the crowd that, if they were attacked, they should crowd round the police and take their batons off them.: [325, 535, 472, 573]
- subheading: HIS COMMENT UPON THE CASE.: [807, 123, 938, 133]
- masthead-center: [12, 10, 1104, 32]
- milk-ad-line: AT ALL GROCERS: [995, 1405, 1061, 1414]
- prize-entry: Brown red cock.—C. Pfahlert 1 and special; hen, C. Pfahlert 1 and 2; cockerel, Mrs Rennell 1; pullet, J. J. Breeze 1, C. Pfahlert 2.: [641, 431, 788, 470]
- credit-line: (British Official Wireless.): [507, 582, 606, 592]
- article-paragraph: At the address below, skilled and fashionable hairdressing is a speciality. The most up-to-date equipment for hair waving, shampooing, and other treatments has been installed, and your most exacting requirements have been catered for. Miss Zilla Stephens Revell Street.—Advt.: [799, 1126, 946, 1203]
